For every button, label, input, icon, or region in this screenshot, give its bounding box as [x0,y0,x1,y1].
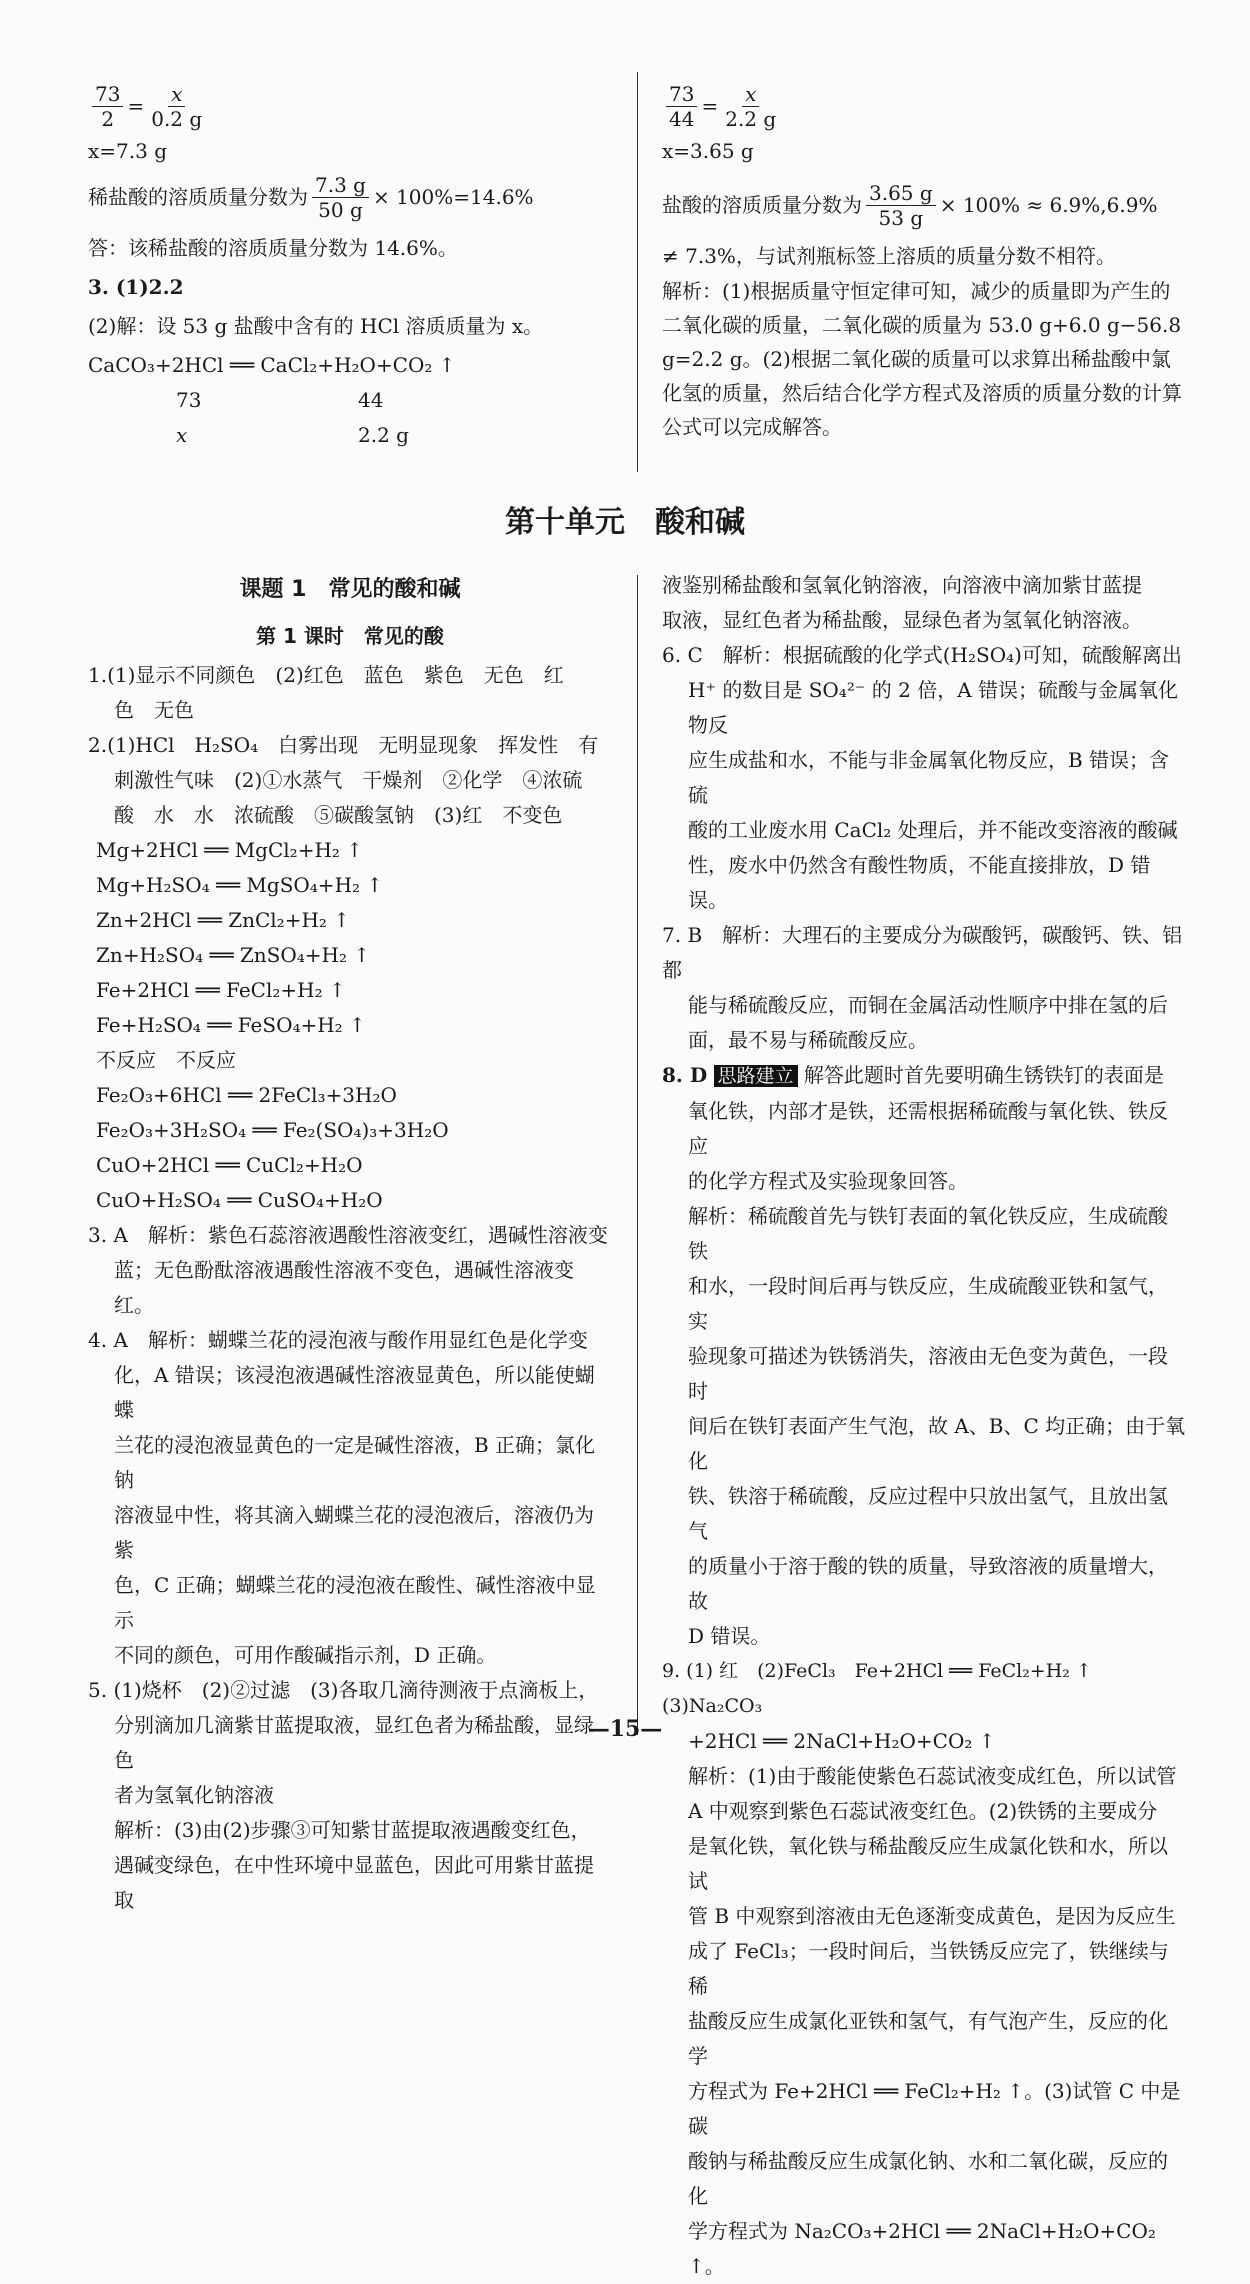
thinking-tag: 思路建立 [714,1065,798,1087]
q9-line: 酸钠与稀盐酸反应生成氯化钠、水和二氧化碳，反应的化 [688,2149,1168,2208]
right-line: 酸的工业废水用 CaCl₂ 处理后，并不能改变溶液的酸碱 [688,818,1178,842]
unit-title: 第十单元 酸和碱 [505,505,745,540]
q8-line: 的化学方程式及实验现象回答。 [688,1169,968,1193]
equation-line: CuO+H₂SO₄ ══ CuSO₄+H₂O [96,1188,383,1212]
equation-line: Mg+H₂SO₄ ══ MgSO₄+H₂ ↑ [96,873,384,897]
equation-line: Fe+H₂SO₄ ══ FeSO₄+H₂ ↑ [96,1013,366,1037]
q9-line: 方程式为 Fe+2HCl ══ FeCl₂+H₂ ↑。(3)试管 C 中是碳 [688,2079,1181,2138]
left-line: 酸 水 水 浓硫酸 ⑤碳酸氢钠 (3)红 不变色 [114,803,563,827]
right-line: 应生成盐和水，不能与非金属氧化物反应，B 错误；含硫 [688,748,1170,807]
top-left-column [88,78,612,453]
q8-analysis: 验现象可描述为铁锈消失，溶液由无色变为黄色，一段时 [688,1344,1168,1403]
right-line: 能与稀硫酸反应，而铜在金属活动性顺序中排在氢的后 [688,993,1168,1017]
left-line: 色，C 正确；蝴蝶兰花的浸泡液在酸性、碱性溶液中显示 [114,1573,596,1632]
proportion-equation: $\frac{73}{2}$ = $\frac{x}{0.2 g}$ [88,78,612,134]
x-result: x=7.3 g [88,139,168,163]
left-line: 遇碱变绿色，在中性环境中显蓝色，因此可用紫甘蓝提取 [114,1853,594,1912]
equation-line: Zn+2HCl ══ ZnCl₂+H₂ ↑ [96,908,351,932]
left-line: 3. A 解析：紫色石蕊溶液遇酸性溶液变红，遇碱性溶液变 [88,1223,608,1247]
right-line: 性，废水中仍然含有酸性物质，不能直接排放，D 错误。 [688,853,1151,912]
right-line: 6. C 解析：根据硫酸的化学式(H₂SO₄)可知，硫酸解离出 [662,643,1182,667]
left-line: 不同的颜色，可用作酸碱指示剂，D 正确。 [114,1643,497,1667]
left-line: 化，A 错误；该浸泡液遇碱性溶液显黄色，所以能使蝴蝶 [114,1363,595,1422]
q9-line: A 中观察到紫色石蕊试液变红色。(2)铁锈的主要成分 [688,1799,1158,1823]
q9-line: 是氧化铁，氧化铁与稀盐酸反应生成氯化铁和水，所以试 [688,1834,1168,1893]
comparison-line: ≠ 7.3%，与试剂瓶标签上溶质的质量分数不相符。 [662,244,1116,268]
lesson-title: 课题 1 常见的酸和碱 [239,577,461,602]
q9-line: 管 B 中观察到溶液由无色逐渐变成黄色，是因为反应生 [688,1904,1176,1928]
q9-line: 盐酸反应生成氯化亚铁和氢气，有气泡产生，反应的化学 [688,2009,1168,2068]
right-line: H⁺ 的数目是 SO₄²⁻ 的 2 倍，A 错误；硫酸与金属氧化物反 [688,678,1178,737]
period-title: 第 1 课时 常见的酸 [256,624,444,648]
right-line: 7. B 解析：大理石的主要成分为碳酸钙，碳酸钙、铁、铝都 [662,923,1183,982]
q8-analysis: D 错误。 [688,1624,771,1648]
proportion-equation-right: $\frac{73}{44}$ = $\frac{x}{2.2 g}$ [662,78,1186,134]
page-number: —15— [587,1716,663,1742]
percentage-equation-right: 盐酸的溶质质量分数为 $\frac{3.65 g}{53 g}$ × 100% ≈ 6.9%,6.9% [662,180,1158,230]
left-line: 4. A 解析：蝴蝶兰花的浸泡液与酸作用显红色是化学变 [88,1328,588,1352]
bottom-right-column [662,568,1186,2284]
q8-line: 氧化铁，内部才是铁，还需根据稀硫酸与氧化铁、铁反应 [688,1099,1168,1158]
x-result-right: x=3.65 g [662,139,754,163]
left-line: 解析：(3)由(2)步骤③可知紫甘蓝提取液遇酸变红色， [114,1818,591,1842]
q9-line: +2HCl ══ 2NaCl+H₂O+CO₂ ↑ [688,1729,996,1753]
q3-part1: 3. (1)2.2 [88,275,184,299]
equation-line: CuO+2HCl ══ CuCl₂+H₂O [96,1153,363,1177]
q9-line: 成了 FeCl₃；一段时间后，当铁锈反应完了，铁继续与稀 [688,1939,1169,1998]
q9-line: 解析：(1)由于酸能使紫色石蕊试液变成红色，所以试管 [688,1764,1177,1788]
q3-equation: CaCO₃+2HCl ══ CaCl₂+H₂O+CO₂ ↑ [88,353,456,377]
left-line: 色 无色 [114,698,194,722]
left-line: 1.(1)显示不同颜色 (2)红色 蓝色 紫色 无色 红 [88,663,564,687]
equation-line: Fe+2HCl ══ FeCl₂+H₂ ↑ [96,978,346,1002]
right-line: 液鉴别稀盐酸和氢氧化钠溶液，向溶液中滴加紫甘蓝提 [662,573,1142,597]
left-line: 2.(1)HCl H₂SO₄ 白雾出现 无明显现象 挥发性 有 [88,733,599,757]
left-line: 兰花的浸泡液显黄色的一定是碱性溶液，B 正确；氯化钠 [114,1433,596,1492]
top-right-column [662,78,1186,444]
stoich-row-1: 73 44 [176,388,384,412]
equation-line: Fe₂O₃+3H₂SO₄ ══ Fe₂(SO₄)₃+3H₂O [96,1118,449,1142]
q8-label: 8. D [662,1063,708,1087]
q8-analysis: 解析：稀硫酸首先与铁钉表面的氧化铁反应，生成硫酸铁 [688,1204,1168,1263]
q9-line: 9. (1) 红 (2)FeCl₃ Fe+2HCl ══ FeCl₂+H₂ ↑ (3)Na₂CO₃ [662,1660,1111,1717]
left-line: 蓝；无色酚酞溶液遇酸性溶液不变色，遇碱性溶液变红。 [114,1258,574,1317]
equation-line: Mg+2HCl ══ MgCl₂+H₂ ↑ [96,838,364,862]
left-line: 5. (1)烧杯 (2)②过滤 (3)各取几滴待测液于点滴板上， [88,1678,599,1702]
q9-line: 学方程式为 Na₂CO₃+2HCl ══ 2NaCl+H₂O+CO₂ ↑。 [688,2219,1156,2278]
left-line: 者为氢氧化钠溶液 [114,1783,274,1807]
percentage-equation: 稀盐酸的溶质质量分数为 $\frac{7.3 g}{50 g}$ × 100%=14.6% [88,172,534,222]
left-line: 刺激性气味 (2)①水蒸气 干燥剂 ②化学 ④浓硫 [114,768,583,792]
stoich-row-2: x 2.2 g [176,423,409,447]
q8-analysis: 和水，一段时间后再与铁反应，生成硫酸亚铁和氢气，实 [688,1274,1168,1333]
left-line: 溶液显中性，将其滴入蝴蝶兰花的浸泡液后，溶液仍为紫 [114,1503,594,1562]
left-line: 不反应 不反应 [96,1048,236,1072]
top-column-divider [637,72,638,472]
answer-line: 答：该稀盐酸的溶质质量分数为 14.6%。 [88,236,458,260]
q8-analysis: 铁、铁溶于稀硫酸，反应过程中只放出氢气，且放出氢气 [688,1484,1168,1543]
q8-text: 解答此题时首先要明确生锈铁钉的表面是 [803,1063,1164,1087]
q8-analysis: 的质量小于溶于酸的铁的质量，导致溶液的质量增大，故 [688,1554,1168,1613]
q3-part2: (2)解：设 53 g 盐酸中含有的 HCl 溶质质量为 x。 [88,314,544,338]
left-line: 分别滴加几滴紫甘蓝提取液，显红色者为稀盐酸，显绿色 [114,1713,594,1772]
q3-analysis: 解析：(1)根据质量守恒定律可知，减少的质量即为产生的二氧化碳的质量，二氧化碳的质量为 53.0 g+6.0 g−56.8 g=2.2 g。(2)根据二氧化碳的质量可以求算出稀盐酸中氯化氢的质量，然后结合化学方程式及溶质的质量分数的计算公式可以完成解答。 [662,279,1182,439]
q8-line [662,1058,1186,1094]
bottom-column-divider [637,575,638,1735]
right-line: 取液，显红色者为稀盐酸，显绿色者为氢氧化钠溶液。 [662,608,1142,632]
equation-line: Fe₂O₃+6HCl ══ 2FeCl₃+3H₂O [96,1083,397,1107]
equation-line: Zn+H₂SO₄ ══ ZnSO₄+H₂ ↑ [96,943,371,967]
q8-analysis: 间后在铁钉表面产生气泡，故 A、B、C 均正确；由于氧化 [688,1414,1186,1473]
right-line: 面，最不易与稀硫酸反应。 [688,1028,928,1052]
